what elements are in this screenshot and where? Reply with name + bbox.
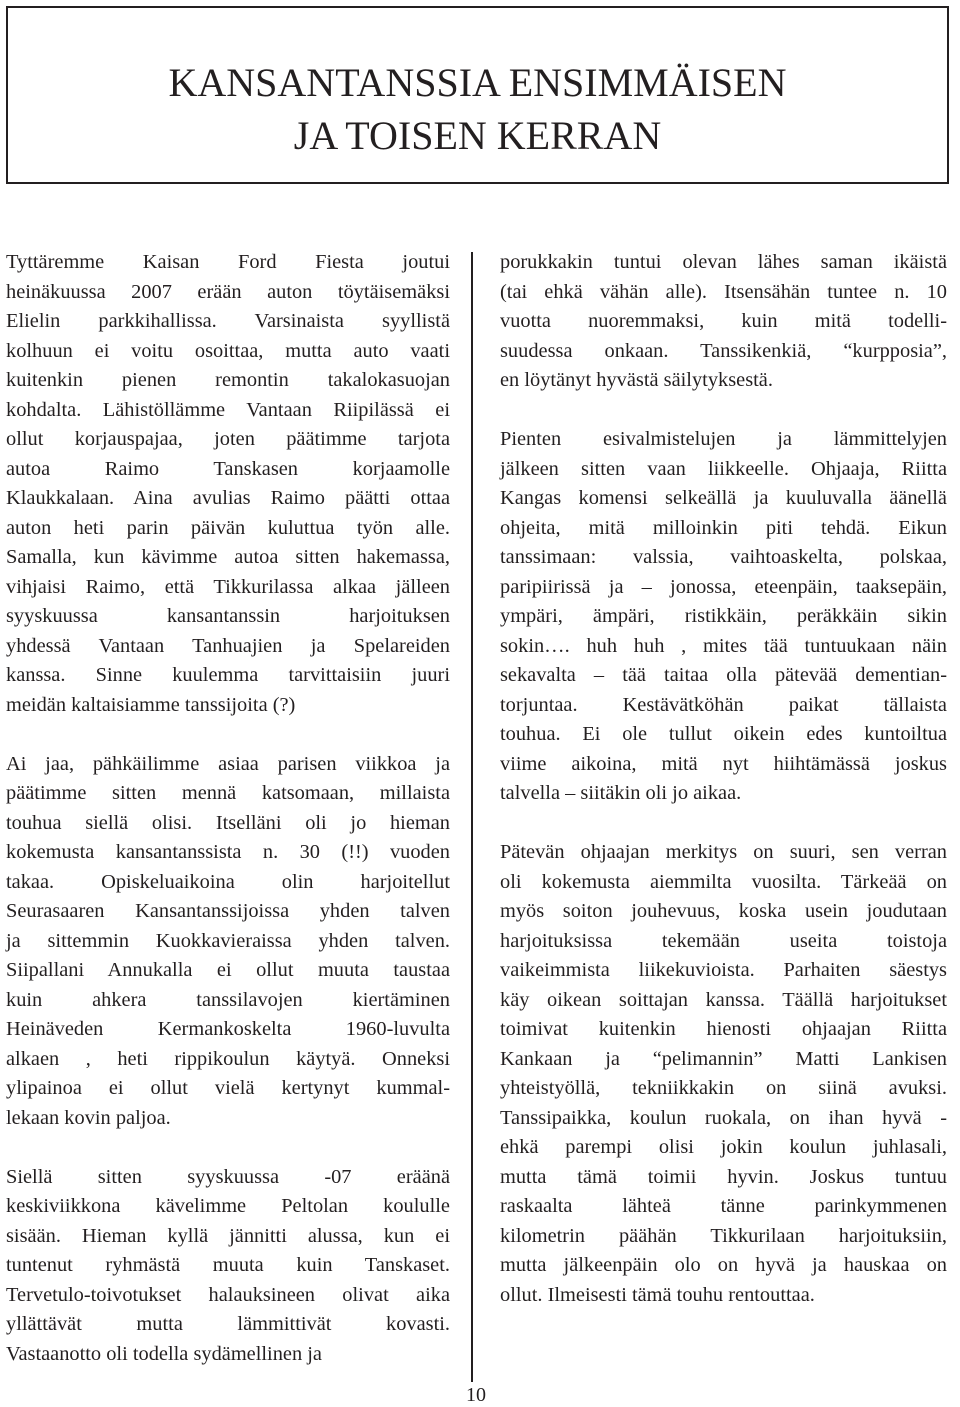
text-line: oli kokemusta aiemmilta vuosilta. Tärkeää on: [500, 870, 947, 893]
text-line: Heinäveden Kermankoskelta 1960-luvulta: [6, 1018, 450, 1040]
text-line: Kangas komensi selkeällä ja kuuluvalla äänellä: [500, 487, 947, 509]
text-line: mutta tämä toimii hyvin. Joskus tuntuu: [500, 1165, 947, 1188]
text-line: sekavalta – tää taitaa olla pätevää dementian-: [500, 664, 947, 686]
text-line: vihjaisi Raimo, että Tikkurilassa alkaa jälleen: [6, 575, 450, 598]
paragraph: [500, 425, 947, 809]
text-line: Ai jaa, pähkäilimme asiaa parisen viikkoa ja: [6, 752, 450, 775]
text-line: harjoituksissa tekemään useita toistoja: [500, 929, 947, 952]
text-line: Seurasaaren Kansantanssijoissa yhden talven: [6, 900, 450, 922]
text-line: kuitenkin pienen remontin takalokasuojan: [6, 369, 450, 391]
title-box: [6, 6, 949, 184]
text-line: kohdalta. Lähistöllämme Vantaan Riipilässä ei: [6, 398, 450, 421]
text-line: mutta jälkeenpäin olo on hyvä ja hauskaa on: [500, 1254, 947, 1276]
text-line: vuotta nuoremmaksi, kuin mitä todelli-: [500, 310, 947, 332]
text-line: käy oikean soittajan kanssa. Täällä harjoitukset: [500, 988, 947, 1011]
text-line: lekaan kovin paljoa.: [6, 1106, 171, 1129]
text-line: ohjeita, mitä milloinkin piti tehdä. Eikun: [500, 516, 947, 539]
text-line: Klaukkalaan. Aina avulias Raimo päätti ottaa: [6, 487, 450, 509]
text-line: päätimme sitten mennä katsomaan, millaista: [6, 782, 450, 804]
text-line: syyskuussa kansantanssin harjoituksen: [6, 605, 450, 627]
paragraph-gap: [6, 1133, 450, 1163]
text-line: kuin ahkera tanssilavojen kiertäminen: [6, 988, 450, 1011]
text-line: toimivat kuitenkin hienosti ohjaajan Riitta: [500, 1018, 947, 1040]
text-line: Samalla, kun kävimme autoa sitten hakemassa,: [6, 546, 450, 568]
text-line: kanssa. Sinne kuulemma tarvittaisiin juuri: [6, 664, 450, 686]
text-line: jälkeen sitten vaan liikkeelle. Ohjaaja, Riitta: [500, 457, 947, 480]
text-line: Vastaanotto oli todella sydämellinen ja: [6, 1342, 322, 1365]
text-line: tuntenut ryhmästä muuta kuin Tanskaset.: [6, 1254, 450, 1276]
text-line: sokin…. huh huh , mites tää tuntuukaan näin: [500, 634, 947, 657]
text-line: suudessa onkaan. Tanssikenkiä, “kurpposia”,: [500, 339, 947, 362]
text-line: keskiviikkona kävelimme Peltolan koululle: [6, 1195, 450, 1217]
column-divider: [471, 252, 473, 1382]
text-line: vaikeimmista liikekuvioista. Parhaiten säestys: [500, 959, 947, 981]
paragraph-gap: [500, 809, 947, 839]
paragraph: [500, 838, 947, 1310]
text-line: alkaen , heti rippikoulun käytyä. Onneksi: [6, 1047, 450, 1070]
text-line: raskaalta lähteä tänne parinkymmenen: [500, 1195, 947, 1217]
text-line: tanssimaan: valssia, vaihtoaskelta, polskaa,: [500, 546, 947, 568]
text-line: Siipallani Annukalla ei ollut muuta taustaa: [6, 959, 450, 981]
text-line: touhua. Ei ole tullut oikein edes kuntoiltua: [500, 723, 947, 745]
text-line: Tervetulo-toivotukset halauksineen olivat aika: [6, 1283, 450, 1306]
text-line: Tanssipaikka, koulun ruokala, on ihan hyvä -: [500, 1106, 947, 1129]
text-line: takaa. Opiskeluaikoina olin harjoitellut: [6, 870, 450, 893]
text-line: heinäkuussa 2007 erään auton töytäisemäksi: [6, 280, 450, 303]
paragraph: [6, 248, 450, 720]
text-line: Siellä sitten syyskuussa -07 eräänä: [6, 1165, 450, 1188]
text-line: Tyttäremme Kaisan Ford Fiesta joutui: [6, 251, 450, 273]
text-line: ympäri, ämpäri, ristikkäin, peräkkäin sikin: [500, 605, 947, 627]
paragraph: [6, 750, 450, 1134]
text-line: yhdessä Vantaan Tanhuajien ja Spelareiden: [6, 634, 450, 657]
paragraph: [6, 1163, 450, 1370]
text-line: kilometrin päähän Tikkurilaan harjoituksiin,: [500, 1224, 947, 1247]
text-line: en löytänyt hyvästä säilytyksestä.: [500, 369, 773, 391]
text-line: touhua siellä olisi. Itselläni oli jo hieman: [6, 811, 450, 834]
text-line: yllättävät mutta lämmittivät kovasti.: [6, 1313, 450, 1335]
text-line: kokemusta kansantanssista n. 30 (!!) vuoden: [6, 841, 450, 863]
text-line: ollut. Ilmeisesti tämä touhu rentouttaa.: [500, 1283, 815, 1306]
text-line: kolhuun ei voitu osoittaa, mutta auto vaati: [6, 339, 450, 362]
text-line: auton heti parin päivän kuluttua työn alle.: [6, 516, 450, 539]
text-line: Elielin parkkihallissa. Varsinaista syyllistä: [6, 310, 450, 332]
paragraph-gap: [500, 396, 947, 426]
text-line: talvella – siitäkin oli jo aikaa.: [500, 782, 742, 804]
text-line: yhteistyöllä, tekniikkakin on siinä avuksi.: [500, 1077, 947, 1099]
text-line: Pienten esivalmistelujen ja lämmittelyjen: [500, 428, 947, 450]
text-line: ja sittemmin Kuokkavieraissa yhden talven.: [6, 929, 450, 952]
page-title-line-1: KANSANTANSSIA ENSIMMÄISEN: [168, 60, 787, 105]
text-line: porukkakin tuntui olevan lähes saman ikäistä: [500, 251, 947, 273]
right-text-column: [500, 248, 947, 1310]
page-title-line-2: JA TOISEN KERRAN: [293, 113, 662, 158]
text-line: meidän kaltaisiamme tanssijoita (?): [6, 693, 296, 716]
text-line: ehkä parempi olisi jokin koulun juhlasali,: [500, 1136, 947, 1158]
text-line: paripiirissä ja – jonossa, eteenpäin, taaksepäin,: [500, 575, 947, 598]
text-line: sisään. Hieman kyllä jännitti alussa, kun ei: [6, 1224, 450, 1247]
text-line: autoa Raimo Tanskasen korjaamolle: [6, 457, 450, 480]
page-number: 10: [466, 1384, 486, 1406]
paragraph: [500, 248, 947, 396]
text-line: (tai ehkä vähän alle). Itsensähän tuntee n. 10: [500, 280, 947, 303]
paragraph-gap: [6, 720, 450, 750]
text-line: ollut korjauspajaa, joten päätimme tarjota: [6, 428, 450, 450]
text-line: viime aikoina, mitä nyt hiihtämässä joskus: [500, 752, 947, 775]
text-line: myös soiton jouhevuus, koska usein joudutaan: [500, 900, 947, 922]
text-line: torjuntaa. Kestävätköhän paikat tällaista: [500, 693, 947, 716]
left-text-column: [6, 248, 450, 1369]
text-line: Pätevän ohjaajan merkitys on suuri, sen verran: [500, 841, 947, 863]
text-line: Kankaan ja “pelimannin” Matti Lankisen: [500, 1047, 947, 1070]
text-line: ylipainoa ei ollut vielä kertynyt kummal-: [6, 1077, 450, 1099]
